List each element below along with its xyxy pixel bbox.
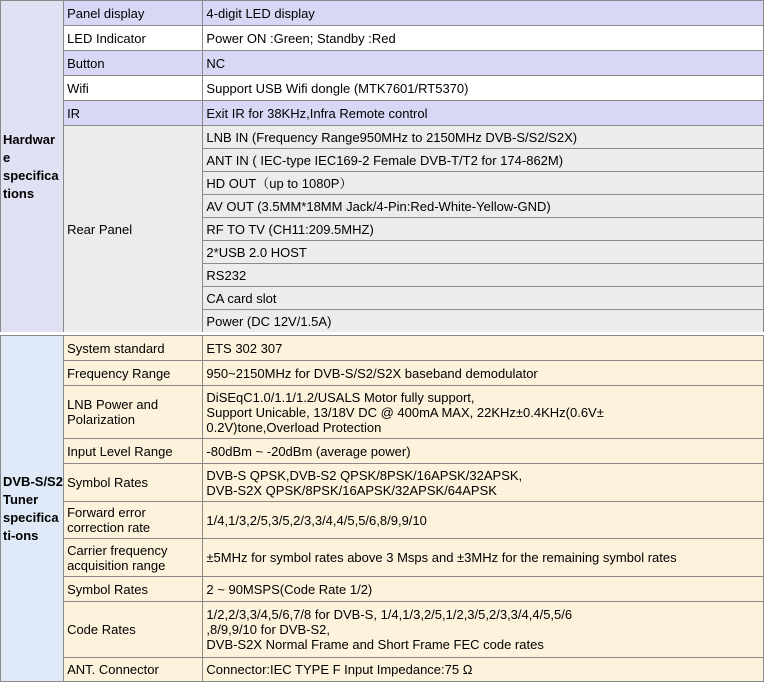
value-line: DiSEqC1.0/1.1/1.2/USALS Motor fully support,	[206, 389, 475, 405]
value-line: 0.2V)tone,Overload Protection	[206, 419, 382, 435]
tuner-row	[1, 386, 764, 439]
tuner-row	[1, 602, 764, 658]
row-label: IR	[64, 101, 203, 126]
value-line: ,8/9,9/10 for DVB-S2,	[206, 622, 330, 637]
rear-panel-row	[1, 126, 764, 149]
row-label	[64, 658, 203, 682]
rear-panel-item: LNB IN (Frequency Range950MHz to 2150MHz DVB-S/S2/S2X)	[203, 126, 764, 149]
tuner-row	[1, 577, 764, 602]
rear-panel-item: 2*USB 2.0 HOST	[203, 241, 764, 264]
row-value	[203, 539, 764, 577]
hardware-row	[1, 26, 764, 51]
rear-panel-item: AV OUT (3.5MM*18MM Jack/4-Pin:Red-White-Yellow-GND)	[203, 195, 764, 218]
rear-panel-item: CA card slot	[203, 287, 764, 310]
rear-panel-item: Power (DC 12V/1.5A)	[203, 310, 764, 334]
row-value	[203, 464, 764, 502]
label-line: Input Level Range	[67, 443, 173, 459]
tuner-spec-table	[0, 335, 764, 682]
row-value: 4-digit LED display	[203, 1, 764, 26]
label-line: Symbol Rates	[67, 581, 148, 597]
tuner-row	[1, 658, 764, 682]
tuner-section-header	[1, 336, 64, 682]
label-line: Carrier frequency	[67, 542, 168, 558]
row-label	[64, 439, 203, 464]
row-label	[64, 336, 203, 361]
row-value	[203, 502, 764, 539]
value-line: ETS 302 307	[206, 340, 283, 356]
label-line: Forward error	[67, 505, 146, 520]
rear-panel-item: ANT IN ( IEC-type IEC169-2 Female DVB-T/T2 for 174-862M)	[203, 149, 764, 172]
row-label: LED Indicator	[64, 26, 203, 51]
value-line: 2 ~ 90MSPS(Code Rate 1/2)	[206, 581, 373, 597]
row-label	[64, 602, 203, 658]
hardware-section-header	[1, 1, 64, 334]
tuner-row	[1, 336, 764, 361]
value-line: Connector:IEC TYPE F Input Impedance:75 Ω	[206, 662, 473, 677]
section-header-line: Hardwar	[3, 132, 56, 147]
row-value	[203, 361, 764, 386]
section-header-line: ti-ons	[3, 527, 39, 543]
label-line: correction rate	[67, 520, 151, 535]
row-label	[64, 539, 203, 577]
section-header-line: e	[3, 150, 11, 165]
row-label: Wifi	[64, 76, 203, 101]
label-line: Polarization	[67, 412, 135, 427]
row-value	[203, 439, 764, 464]
rear-panel-item: RS232	[203, 264, 764, 287]
row-value: Power ON :Green; Standby :Red	[203, 26, 764, 51]
section-header-line: specifica	[3, 509, 59, 525]
row-value: Exit IR for 38KHz,Infra Remote control	[203, 101, 764, 126]
value-line: 1/4,1/3,2/5,3/5,2/3,3/4,4/5,5/6,8/9,9/10	[206, 512, 427, 528]
row-label: Panel display	[64, 1, 203, 26]
tuner-row	[1, 464, 764, 502]
value-line: DVB-S2X QPSK/8PSK/16APSK/32APSK/64APSK	[206, 482, 497, 498]
row-label: Button	[64, 51, 203, 76]
hardware-row	[1, 101, 764, 126]
row-value: NC	[203, 51, 764, 76]
rear-panel-label: Rear Panel	[64, 126, 203, 334]
section-header-line: Tuner	[3, 491, 39, 507]
value-line: -80dBm ~ -20dBm (average power)	[206, 443, 411, 459]
section-header-line: specifica	[3, 168, 59, 183]
rear-panel-item: HD OUT（up to 1080P）	[203, 172, 764, 195]
row-value	[203, 336, 764, 361]
row-value	[203, 386, 764, 439]
row-value	[203, 577, 764, 602]
row-label	[64, 502, 203, 539]
tuner-row	[1, 361, 764, 386]
section-header-line: tions	[3, 186, 35, 201]
value-line: DVB-S QPSK,DVB-S2 QPSK/8PSK/16APSK/32APSK,	[206, 467, 523, 483]
label-line: Symbol Rates	[67, 475, 148, 490]
tuner-row	[1, 439, 764, 464]
hardware-row	[1, 1, 764, 26]
label-line: ANT. Connector	[67, 662, 159, 677]
label-line: acquisition range	[67, 557, 166, 573]
row-label	[64, 361, 203, 386]
row-label	[64, 464, 203, 502]
label-line: Code Rates	[67, 622, 136, 637]
label-line: LNB Power and	[67, 397, 159, 412]
hardware-row	[1, 76, 764, 101]
row-value: Support USB Wifi dongle (MTK7601/RT5370)	[203, 76, 764, 101]
value-line: 1/2,2/3,3/4,5/6,7/8 for DVB-S, 1/4,1/3,2/5,1/2,3/5,2/3,3/4,4/5,5/6	[206, 607, 573, 622]
value-line: Support Unicable, 13/18V DC @ 400mA MAX, 22KHz±0.4KHz(0.6V±	[206, 404, 604, 420]
label-line: Frequency Range	[67, 365, 171, 381]
row-label	[64, 386, 203, 439]
hardware-row	[1, 51, 764, 76]
tuner-row	[1, 539, 764, 577]
section-header-line: DVB-S/S2	[3, 473, 63, 489]
value-line: 950~2150MHz for DVB-S/S2/S2X baseband demodulator	[206, 365, 538, 381]
row-value	[203, 658, 764, 682]
rear-panel-item: RF TO TV (CH11:209.5MHZ)	[203, 218, 764, 241]
tuner-row	[1, 502, 764, 539]
hardware-spec-table	[0, 0, 764, 334]
row-label	[64, 577, 203, 602]
value-line: DVB-S2X Normal Frame and Short Frame FEC code rates	[206, 637, 544, 652]
row-value	[203, 602, 764, 658]
value-line: ±5MHz for symbol rates above 3 Msps and ±3MHz for the remaining symbol rates	[206, 550, 677, 565]
label-line: System standard	[67, 340, 165, 356]
